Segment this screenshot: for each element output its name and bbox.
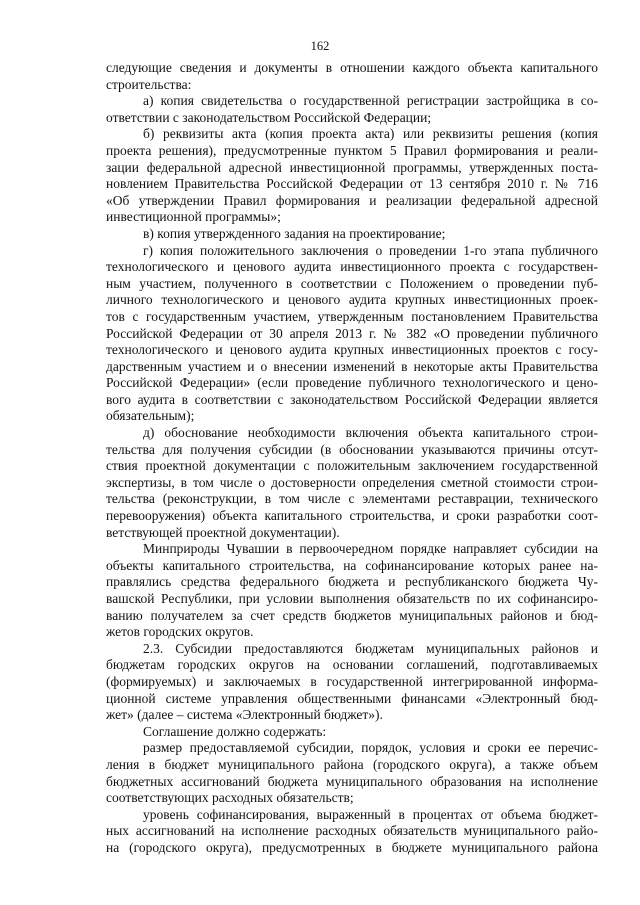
text-line: «Об утверждении Правил формирования и реализации федеральной адресной bbox=[106, 192, 598, 208]
text-line: следующие сведения и документы в отношении каждого объекта капитального bbox=[106, 60, 598, 75]
text-line: новлением Правительства Российской Федерации от 13 сентября 2010 г. № 716 bbox=[106, 176, 598, 192]
text-line: ветствующей проектной документации). bbox=[106, 524, 340, 540]
text-line: ления в бюджет муниципального района (городского округа), а также объем bbox=[106, 756, 598, 772]
text-line: дарственным участием и о внесении изменений в некоторые акты Правительства bbox=[106, 358, 598, 374]
text-line: а) копия свидетельства о государственной регистрации застройщика в со- bbox=[143, 93, 598, 109]
text-line: ных ассигнований на исполнение расходных обязательств муниципального райо- bbox=[106, 823, 598, 839]
text-line: (формируемых) и заключаемых в государственной интегрированной информа- bbox=[106, 673, 598, 689]
text-line: вого аудита в соответствии с законодательством Российской Федерации является bbox=[106, 391, 598, 407]
text-line: ванию получателем за счет средств бюджетов муниципальных районов и бюд- bbox=[106, 607, 598, 623]
text-line: г) копия положительного заключения о проведении 1-го этапа публичного bbox=[143, 242, 598, 258]
text-line: б) реквизиты акта (копия проекта акта) или реквизиты решения (копия bbox=[143, 126, 598, 142]
text-line: технологического и ценового аудита инвестиционного проекта с государствен- bbox=[106, 259, 598, 275]
text-line: уровень софинансирования, выраженный в процентах от объема бюджет- bbox=[143, 806, 598, 822]
text-line: Минприроды Чувашии в первоочередном порядке направляет субсидии на bbox=[143, 541, 598, 557]
text-line: Российской Федерации» (если проведение публичного технологического и цено- bbox=[106, 375, 598, 391]
text-line: строительства: bbox=[106, 76, 192, 92]
text-line: тельства для получения субсидии (в обосновании указываются причины отсут- bbox=[106, 441, 598, 457]
text-line: инвестиционной программы»; bbox=[106, 209, 281, 225]
text-line: правлялись средства федерального бюджета и республиканского бюджета Чу- bbox=[106, 574, 598, 590]
text-line: соответствующих расходных обязательств; bbox=[106, 790, 354, 806]
text-line: проекта решения), предусмотренные пунктом 5 Правил формирования и реали- bbox=[106, 142, 598, 158]
text-line: экспертизы, в том числе о достоверности определения сметной стоимости строи- bbox=[106, 474, 598, 490]
page-number: 162 bbox=[310, 39, 330, 53]
text-line: личного технологического и ценового аудита крупных инвестиционных проек- bbox=[106, 292, 598, 308]
text-line: бюджетам городских округов на основании соглашений, подготавливаемых bbox=[106, 657, 598, 673]
text-line: бюджетных ассигнований бюджета муниципального образования на исполнение bbox=[106, 773, 598, 789]
text-line: д) обоснование необходимости включения объекта капитального строи- bbox=[143, 425, 598, 441]
text-line: объекты капитального строительства, на софинансирование которых ранее на- bbox=[106, 557, 598, 573]
text-line: обязательным); bbox=[106, 408, 195, 424]
text-line: на (городского округа), предусмотренных в бюджете муниципального района bbox=[106, 839, 598, 855]
text-line: тов с государственным участием, утвержденным постановлением Правительства bbox=[106, 308, 598, 324]
text-line: перевооружения) объекта капитального строительства, и сроки разработки соот- bbox=[106, 508, 598, 524]
text-line: в) копия утвержденного задания на проектирование; bbox=[143, 225, 446, 241]
text-line: ствия проектной документации с положительным заключением государственной bbox=[106, 458, 598, 474]
text-line: размер предоставляемой субсидии, порядок, условия и сроки ее перечис- bbox=[143, 740, 598, 756]
text-line: технологического и ценового аудита крупных инвестиционных проектов с госу- bbox=[106, 342, 598, 358]
text-line: 2.3. Субсидии предоставляются бюджетам муниципальных районов и bbox=[143, 640, 598, 656]
text-line: вашской Республики, при условии выполнения обязательств по их софинансиро- bbox=[106, 591, 598, 606]
text-line: Российской Федерации от 30 апреля 2013 г. № 382 «О проведении публичного bbox=[106, 325, 598, 341]
body-text bbox=[106, 60, 598, 857]
text-line: ным участием, полученного в соответствии с Положением о проведении пуб- bbox=[106, 275, 598, 291]
text-line: Соглашение должно содержать: bbox=[143, 723, 327, 739]
text-line: зации федеральной адресной инвестиционной программы, утвержденных поста- bbox=[106, 159, 598, 175]
text-line: ответствии с законодательством Российской Федерации; bbox=[106, 109, 432, 125]
text-line: жет» (далее – система «Электронный бюджет»). bbox=[106, 707, 383, 723]
text-line: ционной системе управления общественными финансами «Электронный бюд- bbox=[106, 690, 598, 706]
text-line: жетов городских округов. bbox=[106, 624, 254, 640]
text-line: тельства (реконструкции, в том числе с элементами реставрации, технического bbox=[106, 491, 598, 507]
